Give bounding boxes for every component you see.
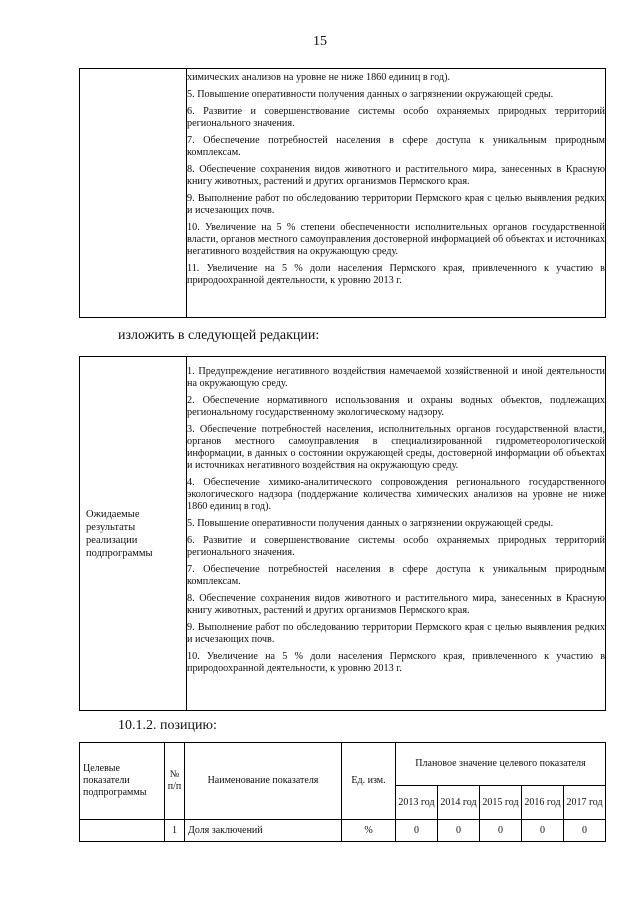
- result-item: 9. Выполнение работ по обследованию территории Пермского края с целью выявления редких и исчезающих почв.: [187, 622, 605, 645]
- result-item: 7. Обеспечение потребностей населения в сфере доступа к уникальным природным комплексам.: [187, 564, 605, 587]
- position-heading: 10.1.2. позицию:: [118, 718, 217, 733]
- year-header: 2015 год: [480, 786, 522, 820]
- row-value: 0: [522, 820, 564, 842]
- row-indicator-name: Доля заключений: [185, 820, 342, 842]
- col-unit-header: Ед. изм.: [342, 743, 396, 820]
- result-item: 8. Обеспечение сохранения видов животного и растительного мира, занесенных в Красную книгу животных, растений и других организмов Пермского края.: [187, 593, 605, 616]
- result-item: 11. Увеличение на 5 % доли населения Пермского края, привлеченного к участию в природоохранной деятельности, к уровню 2013 г.: [187, 263, 605, 286]
- result-item: 3. Обеспечение потребностей населения, исполнительных органов государственной власти, органов местного самоуправления в специализированной гидрометеорологической информации, в данных о состоянии окружающей среды, достоверной информации об объектах и источниках негативного воздействия на окружающую среду.: [187, 424, 605, 471]
- result-item: 10. Увеличение на 5 % доли населения Пермского края, привлеченного к участию в природоохранной деятельности, к уровню 2013 г.: [187, 651, 605, 674]
- row-value: 0: [438, 820, 480, 842]
- results-label-cell: [80, 69, 187, 318]
- year-header: 2014 год: [438, 786, 480, 820]
- result-item: 6. Развитие и совершенствование системы особо охраняемых природных территорий регионального значения.: [187, 106, 605, 129]
- year-header: 2013 год: [396, 786, 438, 820]
- page-number: 15: [313, 34, 327, 49]
- year-header: 2016 год: [522, 786, 564, 820]
- result-item: 10. Увеличение на 5 % степени обеспеченности исполнительных органов государственной власти, органов местного самоуправления достоверной информацией об объектах и источниках негативного воздействия на окружающую среду.: [187, 222, 605, 257]
- col-name-header: Наименование показателя: [185, 743, 342, 820]
- result-item: 5. Повышение оперативности получения данных о загрязнении окружающей среды.: [187, 518, 554, 529]
- edit-heading: изложить в следующей редакции:: [118, 328, 320, 343]
- row-target-cell: [80, 820, 165, 842]
- expected-results-items: [187, 357, 606, 711]
- row-unit: %: [342, 820, 396, 842]
- result-item: 6. Развитие и совершенствование системы особо охраняемых природных территорий регионального значения.: [187, 535, 605, 558]
- col-target-header: Целевые показатели подпрограммы: [80, 743, 165, 820]
- row-value: 0: [396, 820, 438, 842]
- col-num-header: № п/п: [165, 743, 185, 820]
- result-item: 9. Выполнение работ по обследованию территории Пермского края с целью выявления редких и исчезающих почв.: [187, 193, 605, 216]
- result-item: 5. Повышение оперативности получения данных о загрязнении окружающей среды.: [187, 89, 554, 100]
- result-item: 7. Обеспечение потребностей населения в сфере доступа к уникальным природным комплексам.: [187, 135, 605, 158]
- indicators-table: [79, 742, 606, 842]
- year-header: 2017 год: [564, 786, 606, 820]
- col-plan-header: Плановое значение целевого показателя: [396, 743, 606, 786]
- result-item: 8. Обеспечение сохранения видов животного и растительного мира, занесенных в Красную книгу животных, растений и других организмов Пермского края.: [187, 164, 605, 187]
- result-item: химических анализов на уровне не ниже 1860 единиц в год).: [187, 72, 451, 83]
- result-item: 1. Предупреждение негативного воздействия намечаемой хозяйственной и иной деятельности на окружающую среду.: [187, 366, 605, 389]
- results-items-cell: [187, 69, 606, 318]
- row-value: 0: [564, 820, 606, 842]
- row-value: 0: [480, 820, 522, 842]
- result-item: 4. Обеспечение химико-аналитического сопровождения регионального государственного экологического надзора (поддержание количества химических анализов на уровне не ниже 1860 единиц в год).: [187, 477, 605, 512]
- results-table-new: [79, 356, 606, 711]
- result-item: 2. Обеспечение нормативного использования и охраны водных объектов, подлежащих региональному государственному экологическому надзору.: [187, 395, 605, 418]
- results-table-old: [79, 68, 606, 318]
- expected-results-label: Ожидаемые результаты реализации подпрограммы: [80, 357, 187, 711]
- row-num: 1: [165, 820, 185, 842]
